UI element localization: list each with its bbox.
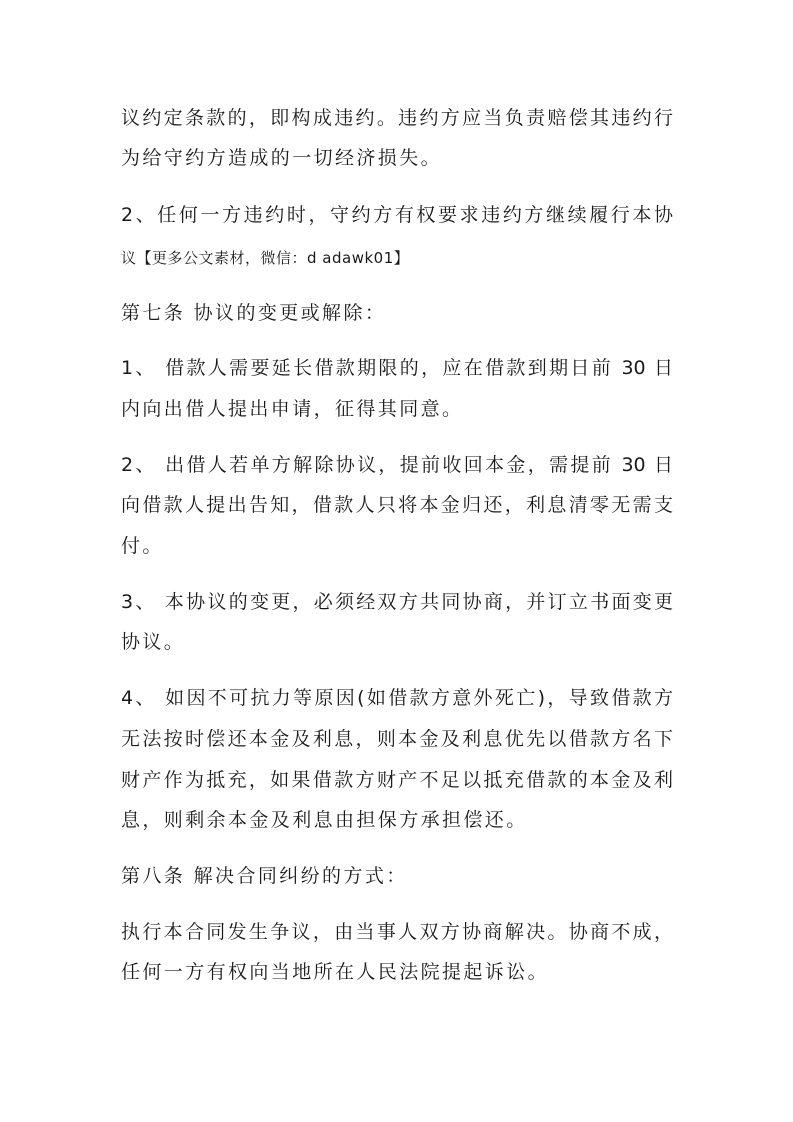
text-line: 为给守约方造成的一切经济损失。 bbox=[121, 147, 443, 169]
text-line: 议【更多公文素材，微信：d adawk01】 bbox=[121, 249, 410, 267]
text-line: 内向出借人提出申请，征得其同意。 bbox=[121, 398, 464, 420]
text-line: 2、任何一方违约时，守约方有权要求违约方继续履行本协 bbox=[121, 204, 673, 226]
text-line: 执行本合同发生争议，由当事人双方协商解决。协商不成， bbox=[121, 921, 673, 943]
text-line: 3、 本协议的变更，必须经双方共同协商，并订立书面变更 bbox=[121, 591, 673, 613]
text-line: 付。 bbox=[121, 535, 164, 557]
text-line: 4、 如因不可抗力等原因(如借款方意外死亡)，导致借款方 bbox=[121, 687, 673, 709]
text-line: 无法按时偿还本金及利息，则本金及利息优先以借款方名下 bbox=[121, 728, 673, 750]
article-heading: 第八条 解决合同纠纷的方式： bbox=[121, 865, 408, 887]
text-line: 息，则剩余本金及利息由担保方承担偿还。 bbox=[121, 809, 528, 831]
text-line: 任何一方有权向当地所在人民法院提起诉讼。 bbox=[121, 961, 550, 983]
text-line: 财产作为抵充，如果借款方财产不足以抵充借款的本金及利 bbox=[121, 769, 673, 791]
text-line: 协议。 bbox=[121, 631, 186, 653]
text-line: 向借款人提出告知，借款人只将本金归还，利息清零无需支 bbox=[121, 494, 673, 516]
text-line: 议约定条款的，即构成违约。违约方应当负责赔偿其违约行 bbox=[121, 107, 673, 129]
text-line: 1、 借款人需要延长借款期限的，应在借款到期日前 30 日 bbox=[121, 357, 673, 379]
text-line: 2、 出借人若单方解除协议，提前收回本金，需提前 30 日 bbox=[121, 454, 673, 476]
article-heading: 第七条 协议的变更或解除： bbox=[121, 302, 387, 324]
